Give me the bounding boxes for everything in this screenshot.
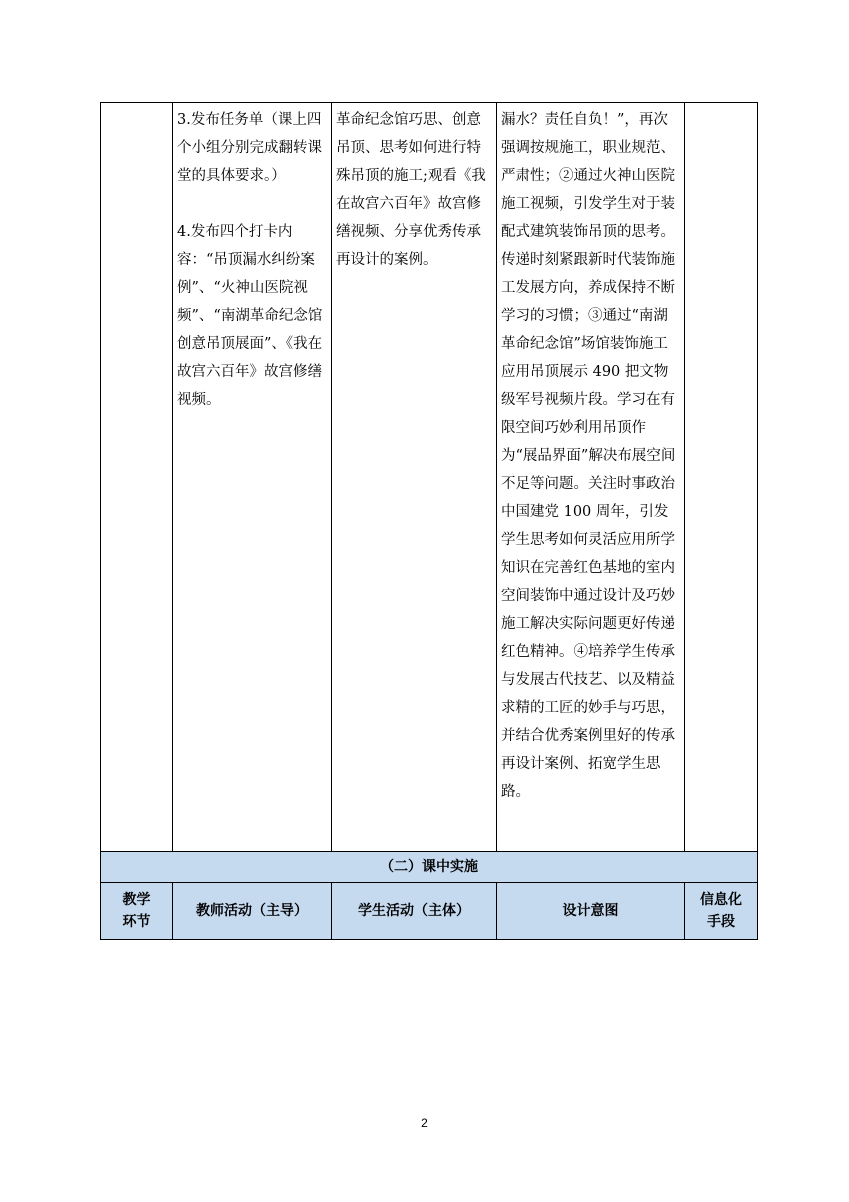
info-means-cell	[685, 103, 758, 852]
header-student-activity: 学生活动（主体）	[332, 883, 497, 940]
header-teacher-activity: 教师活动（主导）	[173, 883, 332, 940]
section-header-row	[101, 852, 758, 883]
design-intent-cell: 漏水？责任自负！”，再次强调按规施工，职业规范、严肃性；②通过火神山医院施工视频，引发学生对于装配式建筑装饰吊顶的思考。传递时刻紧跟新时代装饰施工发展方向，养成保持不断学习的习惯；③通过“南湖革命纪念馆”场馆装饰施工应用吊顶展示 490 把文物级军号视频片段。学习在有限空间巧妙利用吊顶作为“展品界面”解决布展空间不足等问题。关注时事政治中国建党 100 周年，引发学生思考如何灵活应用所学知识在完善红色基地的室内空间装饰中通过设计及巧妙施工解决实际问题更好传递红色精神。④培养学生传承与发展古代技艺、以及精益求精的工匠的妙手与巧思，并结合优秀案例里好的传承再设计案例、拓宽学生思路。	[497, 103, 685, 852]
student-activity-cell: 革命纪念馆巧思、创意吊顶、思考如何进行特殊吊顶的施工;观看《我在故宫六百年》故宫修缮视频、分享优秀传承再设计的案例。	[332, 103, 497, 852]
section-title: （二）课中实施	[101, 852, 758, 883]
teacher-activity-cell: 3.发布任务单（课上四个小组分别完成翻转课堂的具体要求。） 4.发布四个打卡内容：“吊顶漏水纠纷案例”、“火神山医院视频”、“南湖革命纪念馆创意吊顶展面”、《我在故宫六百年》故宫修缮视频。	[173, 103, 332, 852]
header-design-intent: 设计意图	[497, 883, 685, 940]
lesson-plan-table	[100, 102, 758, 940]
page-number: 2	[421, 1116, 428, 1130]
header-stage: 教学 环节	[101, 883, 173, 940]
table-row	[101, 103, 758, 852]
stage-cell	[101, 103, 173, 852]
header-info-means: 信息化 手段	[685, 883, 758, 940]
column-header-row	[101, 883, 758, 940]
